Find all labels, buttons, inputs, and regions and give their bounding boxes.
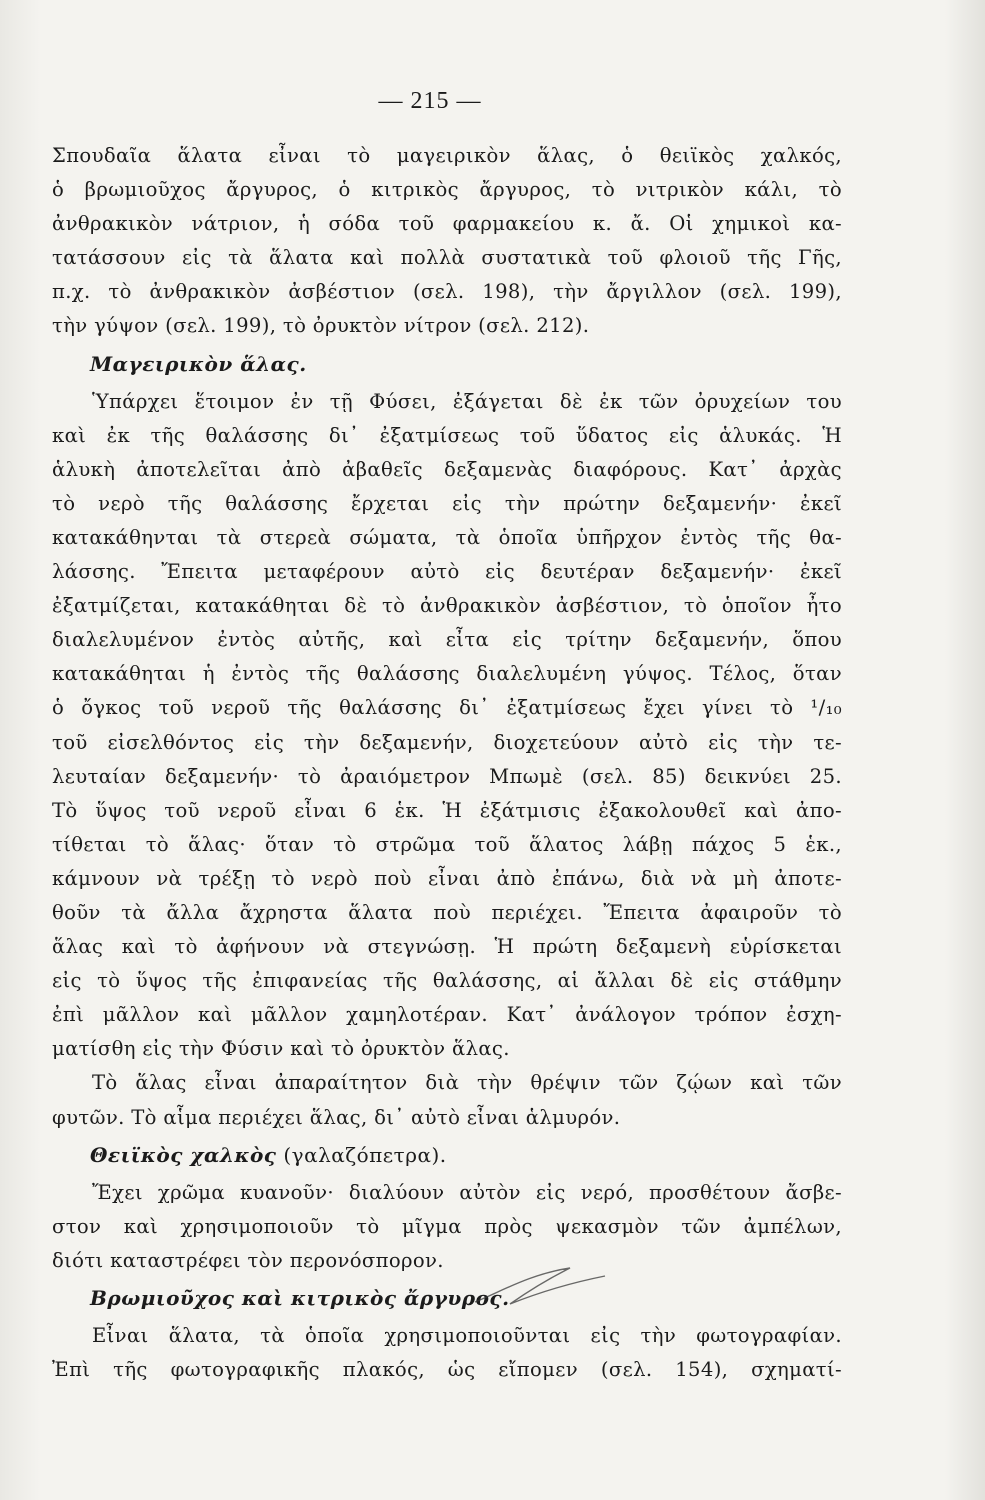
heading-main: Θειϊκὸς χαλκὸς	[90, 1142, 277, 1167]
text-line: Εἶναι ἅλατα, τὰ ὁποῖα χρησιμοποιοῦνται εἰς τὴν φωτογραφίαν.	[92, 1323, 842, 1347]
text-line: τοῦ εἰσελθόντος εἰς τὴν δεξαμενήν, διοχετεύουν αὐτὸ εἰς τὴν τε-	[52, 730, 842, 754]
pen-stroke-mark-icon	[470, 1262, 610, 1312]
text-line: τὴν γύψον (σελ. 199), τὸ ὀρυκτὸν νίτρον (σελ. 212).	[52, 314, 590, 338]
text-line: Σπουδαῖα ἅλατα εἶναι τὸ μαγειρικὸν ἅλας, ὁ θειϊκὸς χαλκός,	[52, 144, 842, 167]
text-line: Ὑπάρχει ἕτοιμον ἐν τῇ Φύσει, ἐξάγεται δὲ ἐκ τῶν ὀρυχείων του	[92, 389, 842, 413]
text-line: καὶ ἐκ τῆς θαλάσσης δι᾽ ἐξατμίσεως τοῦ ὕδατος εἰς ἁλυκάς. Ἡ	[52, 423, 842, 447]
text-line: Ἔχει χρῶμα κυανοῦν· διαλύουν αὐτὸν εἰς νερό, προσθέτουν ἄσβε-	[92, 1180, 842, 1204]
section-heading-copper-sulfate	[52, 1135, 842, 1176]
text-line: ἁλυκὴ ἀποτελεῖται ἀπὸ ἀβαθεῖς δεξαμενὰς διαφόρους. Κατ᾽ ἀρχὰς	[52, 457, 842, 481]
text-line: ἅλας καὶ τὸ ἀφήνουν νὰ στεγνώσῃ. Ἡ πρώτη δεξαμενὴ εὑρίσκεται	[52, 935, 842, 959]
text-line: κάμνουν νὰ τρέξῃ τὸ νερὸ ποὺ εἶναι ἀπὸ ἐπάνω, διὰ νὰ μὴ ἀποτε-	[52, 866, 842, 890]
text-line: τατάσσουν εἰς τὰ ἅλατα καὶ πολλὰ συστατικὰ τοῦ φλοιοῦ τῆς Γῆς,	[52, 246, 842, 270]
text-line: Τὸ ἅλας εἶναι ἀπαραίτητον διὰ τὴν θρέψιν τῶν ζῴων καὶ τῶν	[92, 1071, 842, 1095]
text-line: ὁ ὄγκος τοῦ νεροῦ τῆς θαλάσσης δι᾽ ἐξατμίσεως ἔχει γίνει τὸ ¹/₁₀	[52, 696, 842, 720]
section-heading-salt: Μαγειρικὸν ἅλας.	[90, 351, 307, 376]
text-line: στον καὶ χρησιμοποιοῦν τὸ μῖγμα πρὸς ψεκασμὸν τῶν ἀμπέλων,	[52, 1214, 842, 1238]
text-line: π.χ. τὸ ἀνθρακικὸν ἀσβέστιον (σελ. 198), τὴν ἄργιλλον (σελ. 199),	[52, 280, 842, 304]
text-line: φυτῶν. Τὸ αἷμα περιέχει ἅλας, δι᾽ αὐτὸ εἶναι ἁλμυρόν.	[52, 1105, 621, 1129]
section-heading-silver: Βρωμιοῦχος καὶ κιτρικὸς ἄργυρος.	[90, 1285, 510, 1310]
text-line: θοῦν τὰ ἄλλα ἄχρηστα ἅλατα ποὺ περιέχει. Ἔπειτα ἀφαιροῦν τὸ	[52, 900, 842, 924]
text-line: εἰς τὸ ὕψος τῆς ἐπιφανείας τῆς θαλάσσης, αἱ ἄλλαι δὲ εἰς στάθμην	[52, 969, 842, 993]
text-line: ἐξατμίζεται, κατακάθηται δὲ τὸ ἀνθρακικὸν ἀσβέστιον, τὸ ὁποῖον ἦτο	[52, 594, 842, 618]
text-line: Ἐπὶ τῆς φωτογραφικῆς πλακός, ὡς εἴπομεν (σελ. 154), σχηματί-	[52, 1358, 842, 1381]
text-line: λευταίαν δεξαμενήν· τὸ ἀραιόμετρον Μπωμὲ (σελ. 85) δεικνύει 25.	[52, 764, 842, 788]
page-number: — 215 —	[378, 88, 482, 114]
text-line: διαλελυμένον ἐντὸς αὐτῆς, καὶ εἶτα εἰς τρίτην δεξαμενήν, ὅπου	[52, 628, 842, 652]
heading-subtitle: (γαλαζόπετρα).	[276, 1142, 447, 1167]
text-line: Τὸ ὕψος τοῦ νεροῦ εἶναι 6 ἑκ. Ἡ ἐξάτμισις ἐξακολουθεῖ καὶ ἀπο-	[52, 798, 842, 822]
text-line: κατακάθηνται τὰ στερεὰ σώματα, τὰ ὁποῖα ὑπῆρχον ἐντὸς τῆς θα-	[52, 525, 842, 549]
text-line: ἀνθρακικὸν νάτριον, ἡ σόδα τοῦ φαρμακείου κ. ἄ. Οἱ χημικοὶ κα-	[52, 212, 842, 236]
text-line: ματίσθη εἰς τὴν Φύσιν καὶ τὸ ὀρυκτὸν ἅλας.	[52, 1037, 510, 1061]
text-line: τίθεται τὸ ἅλας· ὅταν τὸ στρῶμα τοῦ ἅλατος λάβῃ πάχος 5 ἑκ.,	[52, 832, 842, 856]
text-line: διότι καταστρέφει τὸν περονόσπορον.	[52, 1248, 444, 1272]
body-text	[52, 139, 842, 1387]
text-line: τὸ νερὸ τῆς θαλάσσης ἔρχεται εἰς τὴν πρώτην δεξαμενήν· ἐκεῖ	[52, 491, 842, 515]
text-line: κατακάθηται ἡ ἐντὸς τῆς θαλάσσης διαλελυμένη γύψος. Τέλος, ὅταν	[52, 662, 842, 686]
text-line: λάσσης. Ἔπειτα μεταφέρουν αὐτὸ εἰς δευτέραν δεξαμενήν· ἐκεῖ	[52, 560, 842, 584]
text-line: ὁ βρωμιοῦχος ἄργυρος, ὁ κιτρικὸς ἄργυρος, τὸ νιτρικὸν κάλι, τὸ	[52, 178, 842, 202]
text-line: ἐπὶ μᾶλλον καὶ μᾶλλον χαμηλοτέραν. Κατ᾽ ἀνάλογον τρόπον ἐσχη-	[52, 1003, 842, 1027]
